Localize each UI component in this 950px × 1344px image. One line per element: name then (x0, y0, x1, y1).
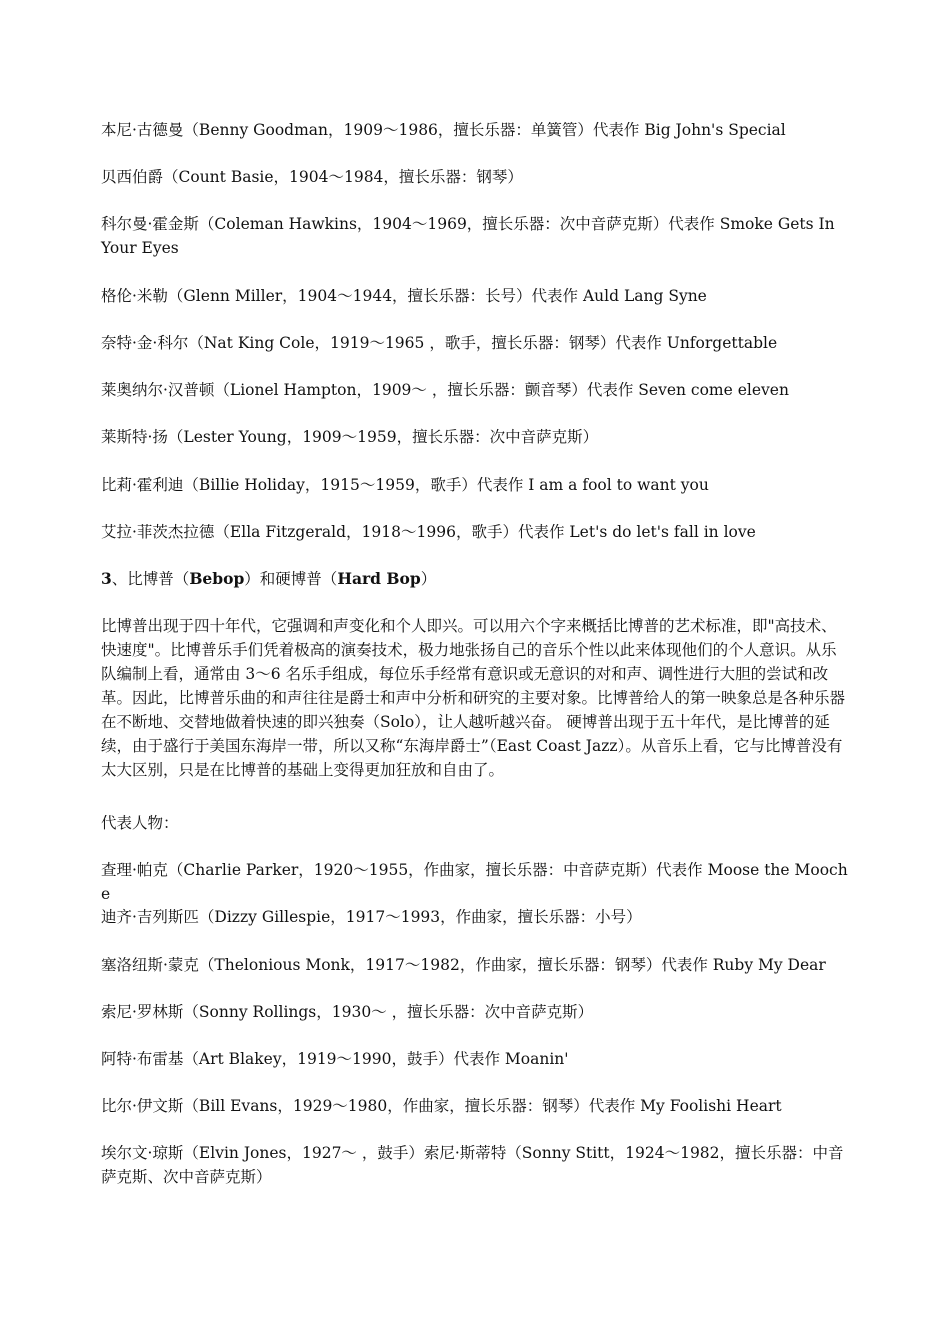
representative-sonny-rollings: 索尼·罗林斯（Sonny Rollings，1930～ ，擅长乐器：次中音萨克斯） (101, 1003, 594, 1021)
representative-dizzy-gillespie: 迪齐·吉列斯匹（Dizzy Gillespie，1917～1993，作曲家，擅长乐器：小号） (101, 908, 642, 926)
representative-art-blakey: 阿特·布雷基（Art Blakey，1919～1990，鼓手）代表作 Moanin' (101, 1050, 569, 1068)
section-term-hard-bop: Hard Bop (337, 569, 421, 588)
representative-charlie-parker: 查理·帕克（Charlie Parker，1920～1955，作曲家，擅长乐器：中音萨克斯）代表作 Moose the Mooche (101, 861, 848, 903)
musician-entry-ella-fitzgerald: 艾拉·菲茨杰拉德（Ella Fitzgerald，1918～1996，歌手）代表作 Let's do let's fall in love (101, 523, 756, 541)
musician-entry-lester-young: 莱斯特·扬（Lester Young，1909～1959，擅长乐器：次中音萨克斯） (101, 428, 599, 446)
musician-entry-count-basie: 贝西伯爵（Count Basie，1904～1984，擅长乐器：钢琴） (101, 168, 523, 186)
section-heading-end: ） (420, 570, 437, 588)
section-number: 3 (101, 569, 112, 588)
section-heading-mid: ）和硬博普（ (244, 570, 338, 588)
representative-bill-evans: 比尔·伊文斯（Bill Evans，1929～1980，作曲家，擅长乐器：钢琴）代表作 My Foolishi Heart (101, 1097, 782, 1115)
representative-thelonious-monk: 塞洛纽斯·蒙克（Thelonious Monk，1917～1982，作曲家，擅长乐器：钢琴）代表作 Ruby My Dear (101, 956, 826, 974)
musician-entry-billie-holiday: 比莉·霍利迪（Billie Holiday，1915～1959，歌手）代表作 I am a fool to want you (101, 476, 709, 494)
musician-entry-coleman-hawkins: 科尔曼·霍金斯（Coleman Hawkins，1904～1969，擅长乐器：次中音萨克斯）代表作 Smoke Gets In Your Eyes (101, 215, 835, 257)
musician-entry-glenn-miller: 格伦·米勒（Glenn Miller，1904～1944，擅长乐器：长号）代表作 Auld Lang Syne (101, 287, 707, 305)
representatives-label: 代表人物： (101, 814, 179, 832)
section-term-bebop: Bebop (189, 569, 245, 588)
body-paragraph: 比博普出现于四十年代，它强调和声变化和个人即兴。可以用六个字来概括比博普的艺术标准，即"高技术、快速度"。比博普乐手们凭着极高的演奏技术，极力地张扬自己的音乐个性以此来体现他们的个人意识。从乐队编制上看，通常由 3～6 名乐手组成，每位乐手经常有意识或无意识的对和声、调性进行大胆的尝试和改革。因此，比博普乐曲的和声往往是爵士和声中分析和研究的主要对象。比博普给人的第一映象总是各种乐器在不断地、交替地做着快速的即兴独奏（Solo），让人越听越兴奋。 硬博普出现于五十年代，是比博普的延续，由于盛行于美国东海岸一带，所以又称“东海岸爵士”（East Coast Jazz）。从音乐上看，它与比博普没有太大区别，只是在比博普的基础上变得更加狂放和自由了。 (101, 617, 846, 779)
section-heading-sep: 、比博普（ (111, 570, 190, 588)
representative-elvin-jones-sonny-stitt: 埃尔文·琼斯（Elvin Jones，1927～ ，鼓手）索尼·斯蒂特（Sonny Stitt，1924～1982，擅长乐器：中音萨克斯、次中音萨克斯） (101, 1144, 844, 1186)
musician-entry-lionel-hampton: 莱奥纳尔·汉普顿（Lionel Hampton，1909～ ，擅长乐器：颤音琴）代表作 Seven come eleven (101, 381, 789, 399)
musician-entry-benny-goodman: 本尼·古德曼（Benny Goodman，1909～1986，擅长乐器：单簧管）代表作 Big John's Special (101, 121, 786, 139)
section-heading (101, 567, 849, 591)
musician-entry-nat-king-cole: 奈特·金·科尔（Nat King Cole，1919～1965 ，歌手，擅长乐器：钢琴）代表作 Unforgettable (101, 334, 778, 352)
